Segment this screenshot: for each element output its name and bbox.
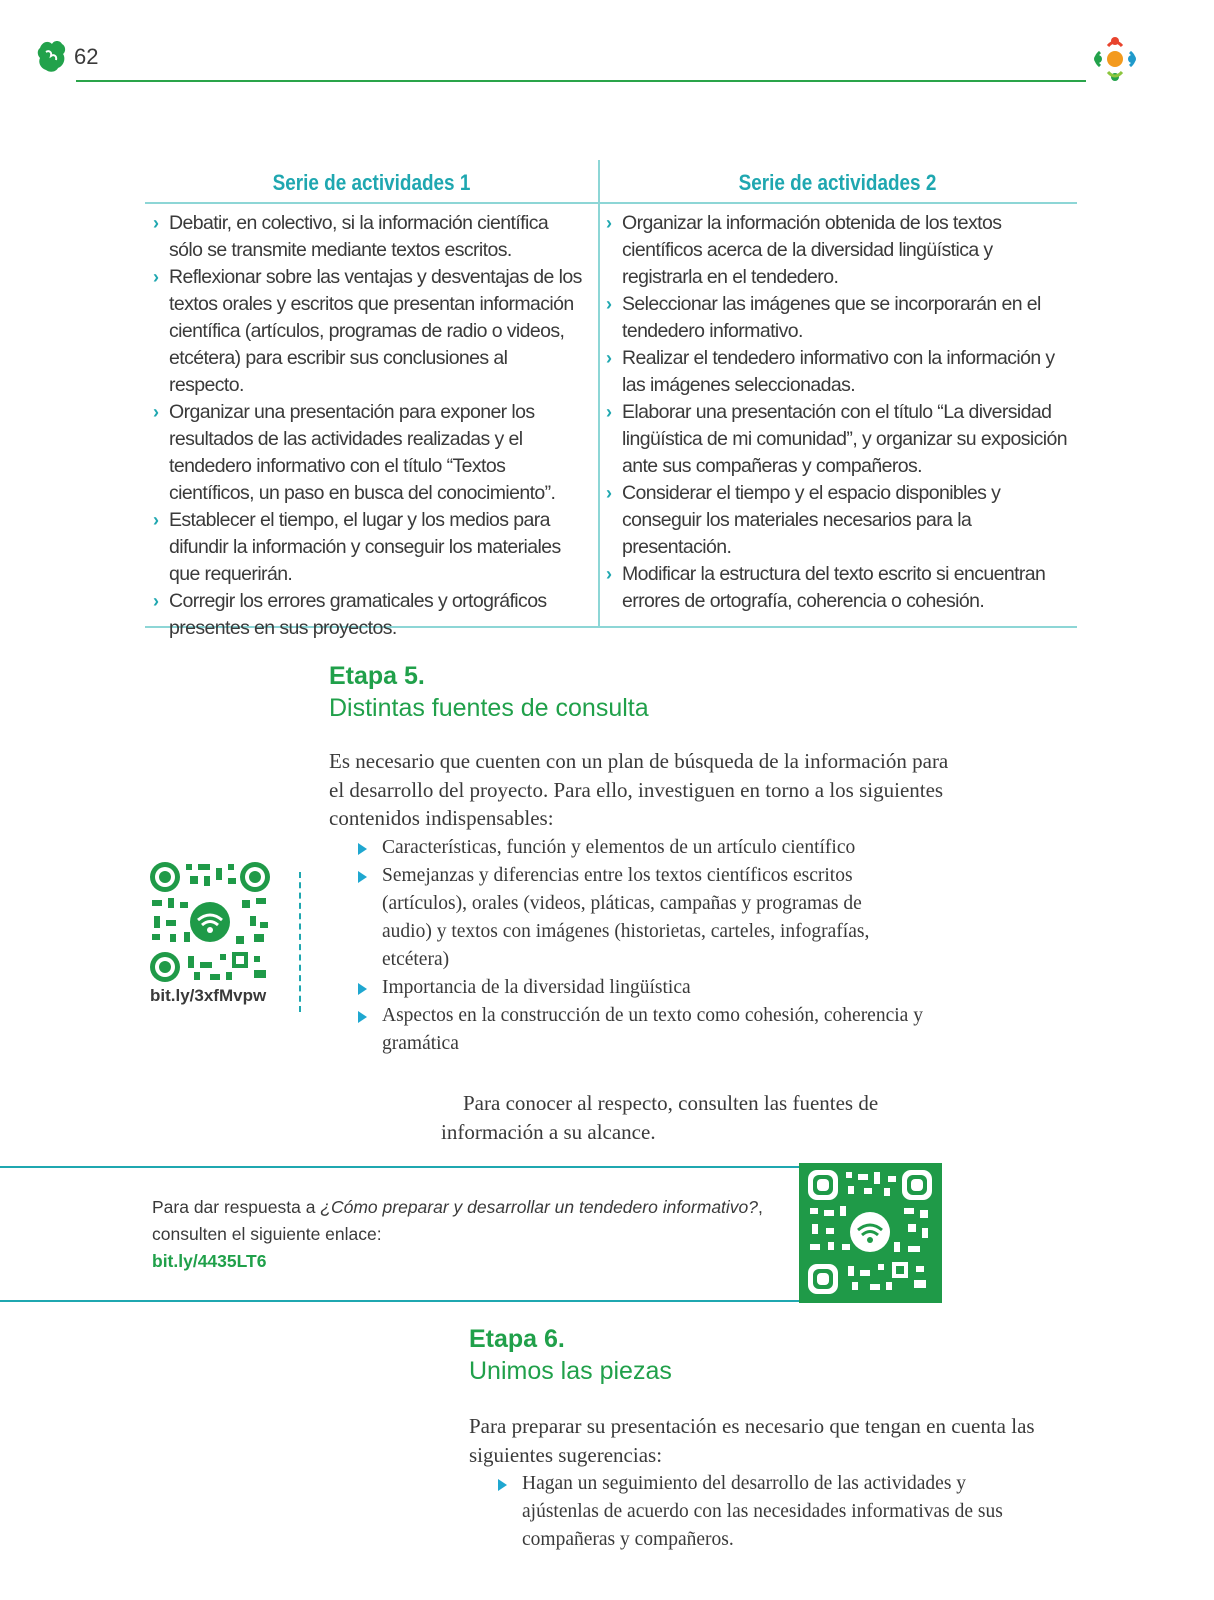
chevron-right-icon: › xyxy=(606,402,612,422)
table-col2-title: Serie de actividades 2 xyxy=(738,170,937,195)
list-item: › Considerar el tiempo y el espacio disponibles y conseguir los materiales necesarios para la presentación. xyxy=(606,482,1001,558)
chevron-right-icon: › xyxy=(153,591,159,611)
chevron-right-icon: › xyxy=(153,267,159,287)
triangle-bullet-icon xyxy=(358,843,367,855)
table-col2-list xyxy=(598,210,1073,615)
list-item: › Reflexionar sobre las ventajas y desventajas de los textos orales y escritos que presentan información científica (artículos, programas de radio o videos, etcétera) para escribir sus conclusiones al respecto. xyxy=(153,266,582,396)
list-item: › Corregir los errores gramaticales y ortográficos presentes en sus proyectos. xyxy=(153,590,547,639)
list-item: Hagan un seguimiento del desarrollo de las actividades y ajústenlas de acuerdo con las necesidades informativas de sus compañeras y compañeros. xyxy=(494,1470,1024,1554)
triangle-bullet-icon xyxy=(358,983,367,995)
triangle-bullet-icon xyxy=(358,1011,367,1023)
link-box-url[interactable]: bit.ly/4435LT6 xyxy=(152,1251,267,1271)
chevron-right-icon: › xyxy=(606,564,612,584)
etapa5-intro: Es necesario que cuenten con un plan de búsqueda de la información para el desarrollo del proyecto. Para ello, investiguen en torno a los siguientes contenidos indispensables: xyxy=(329,749,949,830)
list-item: Semejanzas y diferencias entre los textos científicos escritos (artículos), orales (videos, pláticas, campañas y programas de audio) y textos con imágenes (historietas, carteles, infografías, etcétera) xyxy=(354,862,887,974)
link-box-bottom-rule xyxy=(0,1300,800,1302)
table-col1-list xyxy=(145,210,585,642)
chevron-right-icon: › xyxy=(606,213,612,233)
list-item: › Organizar una presentación para exponer los resultados de las actividades realizadas y el tendedero informativo con el título “Textos científicos, un paso en busca del conocimiento”. xyxy=(153,401,556,504)
link-box-top-rule xyxy=(0,1166,800,1168)
etapa6-intro: Para preparar su presentación es necesario que tengan en cuenta las siguientes sugerencias: xyxy=(469,1414,1035,1467)
table-header-rule xyxy=(145,202,1077,204)
list-item: › Realizar el tendedero informativo con la información y las imágenes seleccionadas. xyxy=(606,347,1055,396)
list-item: › Debatir, en colectivo, si la información científica sólo se transmite mediante textos escritos. xyxy=(153,212,549,261)
people-circle-logo-icon xyxy=(1088,34,1142,84)
list-item: › Seleccionar las imágenes que se incorporarán en el tendedero informativo. xyxy=(606,293,1041,342)
list-item: Aspectos en la construcción de un texto como cohesión, coherencia y gramática xyxy=(354,1002,954,1058)
chevron-right-icon: › xyxy=(153,402,159,422)
activities-table xyxy=(145,160,1077,639)
list-item: › Establecer el tiempo, el lugar y los medios para difundir la información y conseguir los materiales que requerirán. xyxy=(153,509,561,585)
list-item: › Elaborar una presentación con el título “La diversidad lingüística de mi comunidad”, y organizar su exposición ante sus compañeras y compañeros. xyxy=(606,401,1067,477)
etapa5-number: Etapa 5. xyxy=(329,662,425,690)
table-col1-title: Serie de actividades 1 xyxy=(272,170,471,195)
triangle-bullet-icon xyxy=(498,1479,507,1491)
chevron-right-icon: › xyxy=(153,510,159,530)
qr1-caption[interactable]: bit.ly/3xfMvpw xyxy=(150,986,267,1005)
etapa5-closing: Para conocer al respecto, consulten las fuentes de información a su alcance. xyxy=(441,1091,879,1144)
etapa5-heading xyxy=(329,660,649,724)
list-item: › Modificar la estructura del texto escrito si encuentran errores de ortografía, coherencia o cohesión. xyxy=(606,563,1046,612)
chevron-right-icon: › xyxy=(606,294,612,314)
triangle-bullet-icon xyxy=(358,871,367,883)
etapa6-number: Etapa 6. xyxy=(469,1325,565,1353)
page-number: 62 xyxy=(74,44,99,69)
qr-code-icon[interactable] xyxy=(808,1170,932,1294)
etapa5-title: Distintas fuentes de consulta xyxy=(329,694,649,722)
list-item: Importancia de la diversidad lingüística xyxy=(354,974,954,1002)
chevron-right-icon: › xyxy=(606,348,612,368)
etapa6-heading xyxy=(469,1323,672,1387)
link-box-text: Para dar respuesta a ¿Cómo preparar y desarrollar un tendedero informativo?, consulten el siguiente enlace: bit.ly/4435LT6 xyxy=(152,1197,763,1271)
chevron-right-icon: › xyxy=(606,483,612,503)
leaf-hand-icon xyxy=(36,38,68,74)
list-item: Características, función y elementos de un artículo científico xyxy=(354,834,954,862)
qr-code-icon[interactable] xyxy=(150,862,270,982)
dashed-divider xyxy=(299,872,301,1012)
header-rule xyxy=(76,80,1086,82)
chevron-right-icon: › xyxy=(153,213,159,233)
list-item: › Organizar la información obtenida de los textos científicos acerca de la diversidad lingüística y registrarla en el tendedero. xyxy=(606,212,1002,288)
etapa6-title: Unimos las piezas xyxy=(469,1357,672,1385)
etapa5-list xyxy=(354,834,954,1058)
etapa6-list xyxy=(494,1470,1024,1554)
